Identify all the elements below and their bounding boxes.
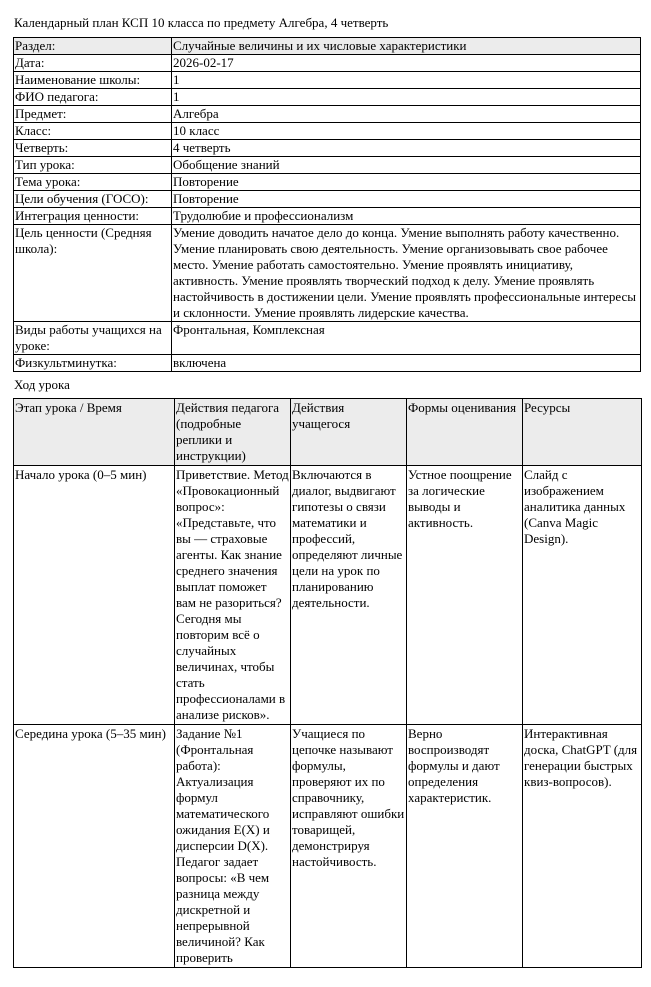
lesson-header-cell: Ресурсы (523, 399, 642, 466)
info-value: Фронтальная, Комплексная (172, 322, 641, 355)
info-value: 10 класс (172, 123, 641, 140)
info-row (14, 72, 641, 89)
lesson-cell: Устное поощрение за логические выводы и активность. (407, 466, 523, 725)
lesson-cell: Начало урока (0–5 мин) (14, 466, 175, 725)
info-value: Трудолюбие и профессионализм (172, 208, 641, 225)
info-value: 1 (172, 72, 641, 89)
lesson-header-row (14, 399, 642, 466)
info-value: Повторение (172, 191, 641, 208)
info-table (13, 37, 641, 372)
lesson-header-cell: Действия педагога (подробные реплики и инструкции) (175, 399, 291, 466)
info-value: 2026-02-17 (172, 55, 641, 72)
lesson-cell: Интерактивная доска, ChatGPT (для генерации быстрых квиз-вопросов). (523, 725, 642, 968)
lesson-header-cell: Этап урока / Время (14, 399, 175, 466)
info-key: Дата: (14, 55, 172, 72)
info-key: ФИО педагога: (14, 89, 172, 106)
info-row (14, 225, 641, 322)
info-row (14, 140, 641, 157)
info-row (14, 355, 641, 372)
lesson-table (13, 398, 642, 968)
document-title: Календарный план КСП 10 класса по предмету Алгебра, 4 четверть (14, 15, 389, 30)
info-key: Тема урока: (14, 174, 172, 191)
lesson-cell: Верно воспроизводят формулы и дают определения характеристик. (407, 725, 523, 968)
info-value: Повторение (172, 174, 641, 191)
info-key: Цели обучения (ГОСО): (14, 191, 172, 208)
info-row (14, 123, 641, 140)
info-value: Обобщение знаний (172, 157, 641, 174)
lesson-cell: Середина урока (5–35 мин) (14, 725, 175, 968)
info-value: 1 (172, 89, 641, 106)
info-key: Наименование школы: (14, 72, 172, 89)
info-key: Четверть: (14, 140, 172, 157)
lesson-cell: Учащиеся по цепочке называют формулы, проверяют их по справочнику, исправляют ошибки товарищей, демонстрируя настойчивость. (291, 725, 407, 968)
info-key: Виды работы учащихся на уроке: (14, 322, 172, 355)
info-value: Случайные величины и их числовые характеристики (172, 38, 641, 55)
info-key: Класс: (14, 123, 172, 140)
info-row (14, 38, 641, 55)
info-row (14, 174, 641, 191)
info-row (14, 208, 641, 225)
info-value: 4 четверть (172, 140, 641, 157)
info-row (14, 106, 641, 123)
info-key: Интеграция ценности: (14, 208, 172, 225)
lesson-row (14, 725, 642, 968)
section-title: Ход урока (14, 377, 70, 392)
info-row (14, 157, 641, 174)
info-value: включена (172, 355, 641, 372)
info-value: Алгебра (172, 106, 641, 123)
info-row (14, 89, 641, 106)
lesson-cell: Включаются в диалог, выдвигают гипотезы о связи математики и профессий, определяют личные цели на урок по планированию деятельности. (291, 466, 407, 725)
info-row (14, 55, 641, 72)
lesson-cell: Приветствие. Метод «Провокационный вопрос»: «Представьте, что вы — страховые агенты. Как знание среднего значения выплат поможет вам не разориться? Сегодня мы повторим всё о случайных величинах, чтобы стать профессионалами в анализе рисков». (175, 466, 291, 725)
info-key: Тип урока: (14, 157, 172, 174)
info-key: Раздел: (14, 38, 172, 55)
lesson-row (14, 466, 642, 725)
lesson-cell: Слайд с изображением аналитика данных (Canva Magic Design). (523, 466, 642, 725)
lesson-header-cell: Действия учащегося (291, 399, 407, 466)
info-value: Умение доводить начатое дело до конца. Умение выполнять работу качественно. Умение планировать свою деятельность. Умение организовывать свое рабочее место. Умение работать самостоятельно. Умение проявлять инициативу, активность. Умение проявлять творческий подход к делу. Умение проявлять настойчивость в достижении цели. Умение проявлять профессиональные интересы и склонности. Умение проявлять лидерские качества. (172, 225, 641, 322)
info-key: Цель ценности (Средняя школа): (14, 225, 172, 322)
info-key: Физкультминутка: (14, 355, 172, 372)
info-row (14, 322, 641, 355)
info-row (14, 191, 641, 208)
info-key: Предмет: (14, 106, 172, 123)
lesson-cell: Задание №1 (Фронтальная работа): Актуализация формул математического ожидания E(X) и дисперсии D(X). Педагог задает вопросы: «В чем разница между дискретной и непрерывной величиной? Как проверить (175, 725, 291, 968)
lesson-header-cell: Формы оценивания (407, 399, 523, 466)
